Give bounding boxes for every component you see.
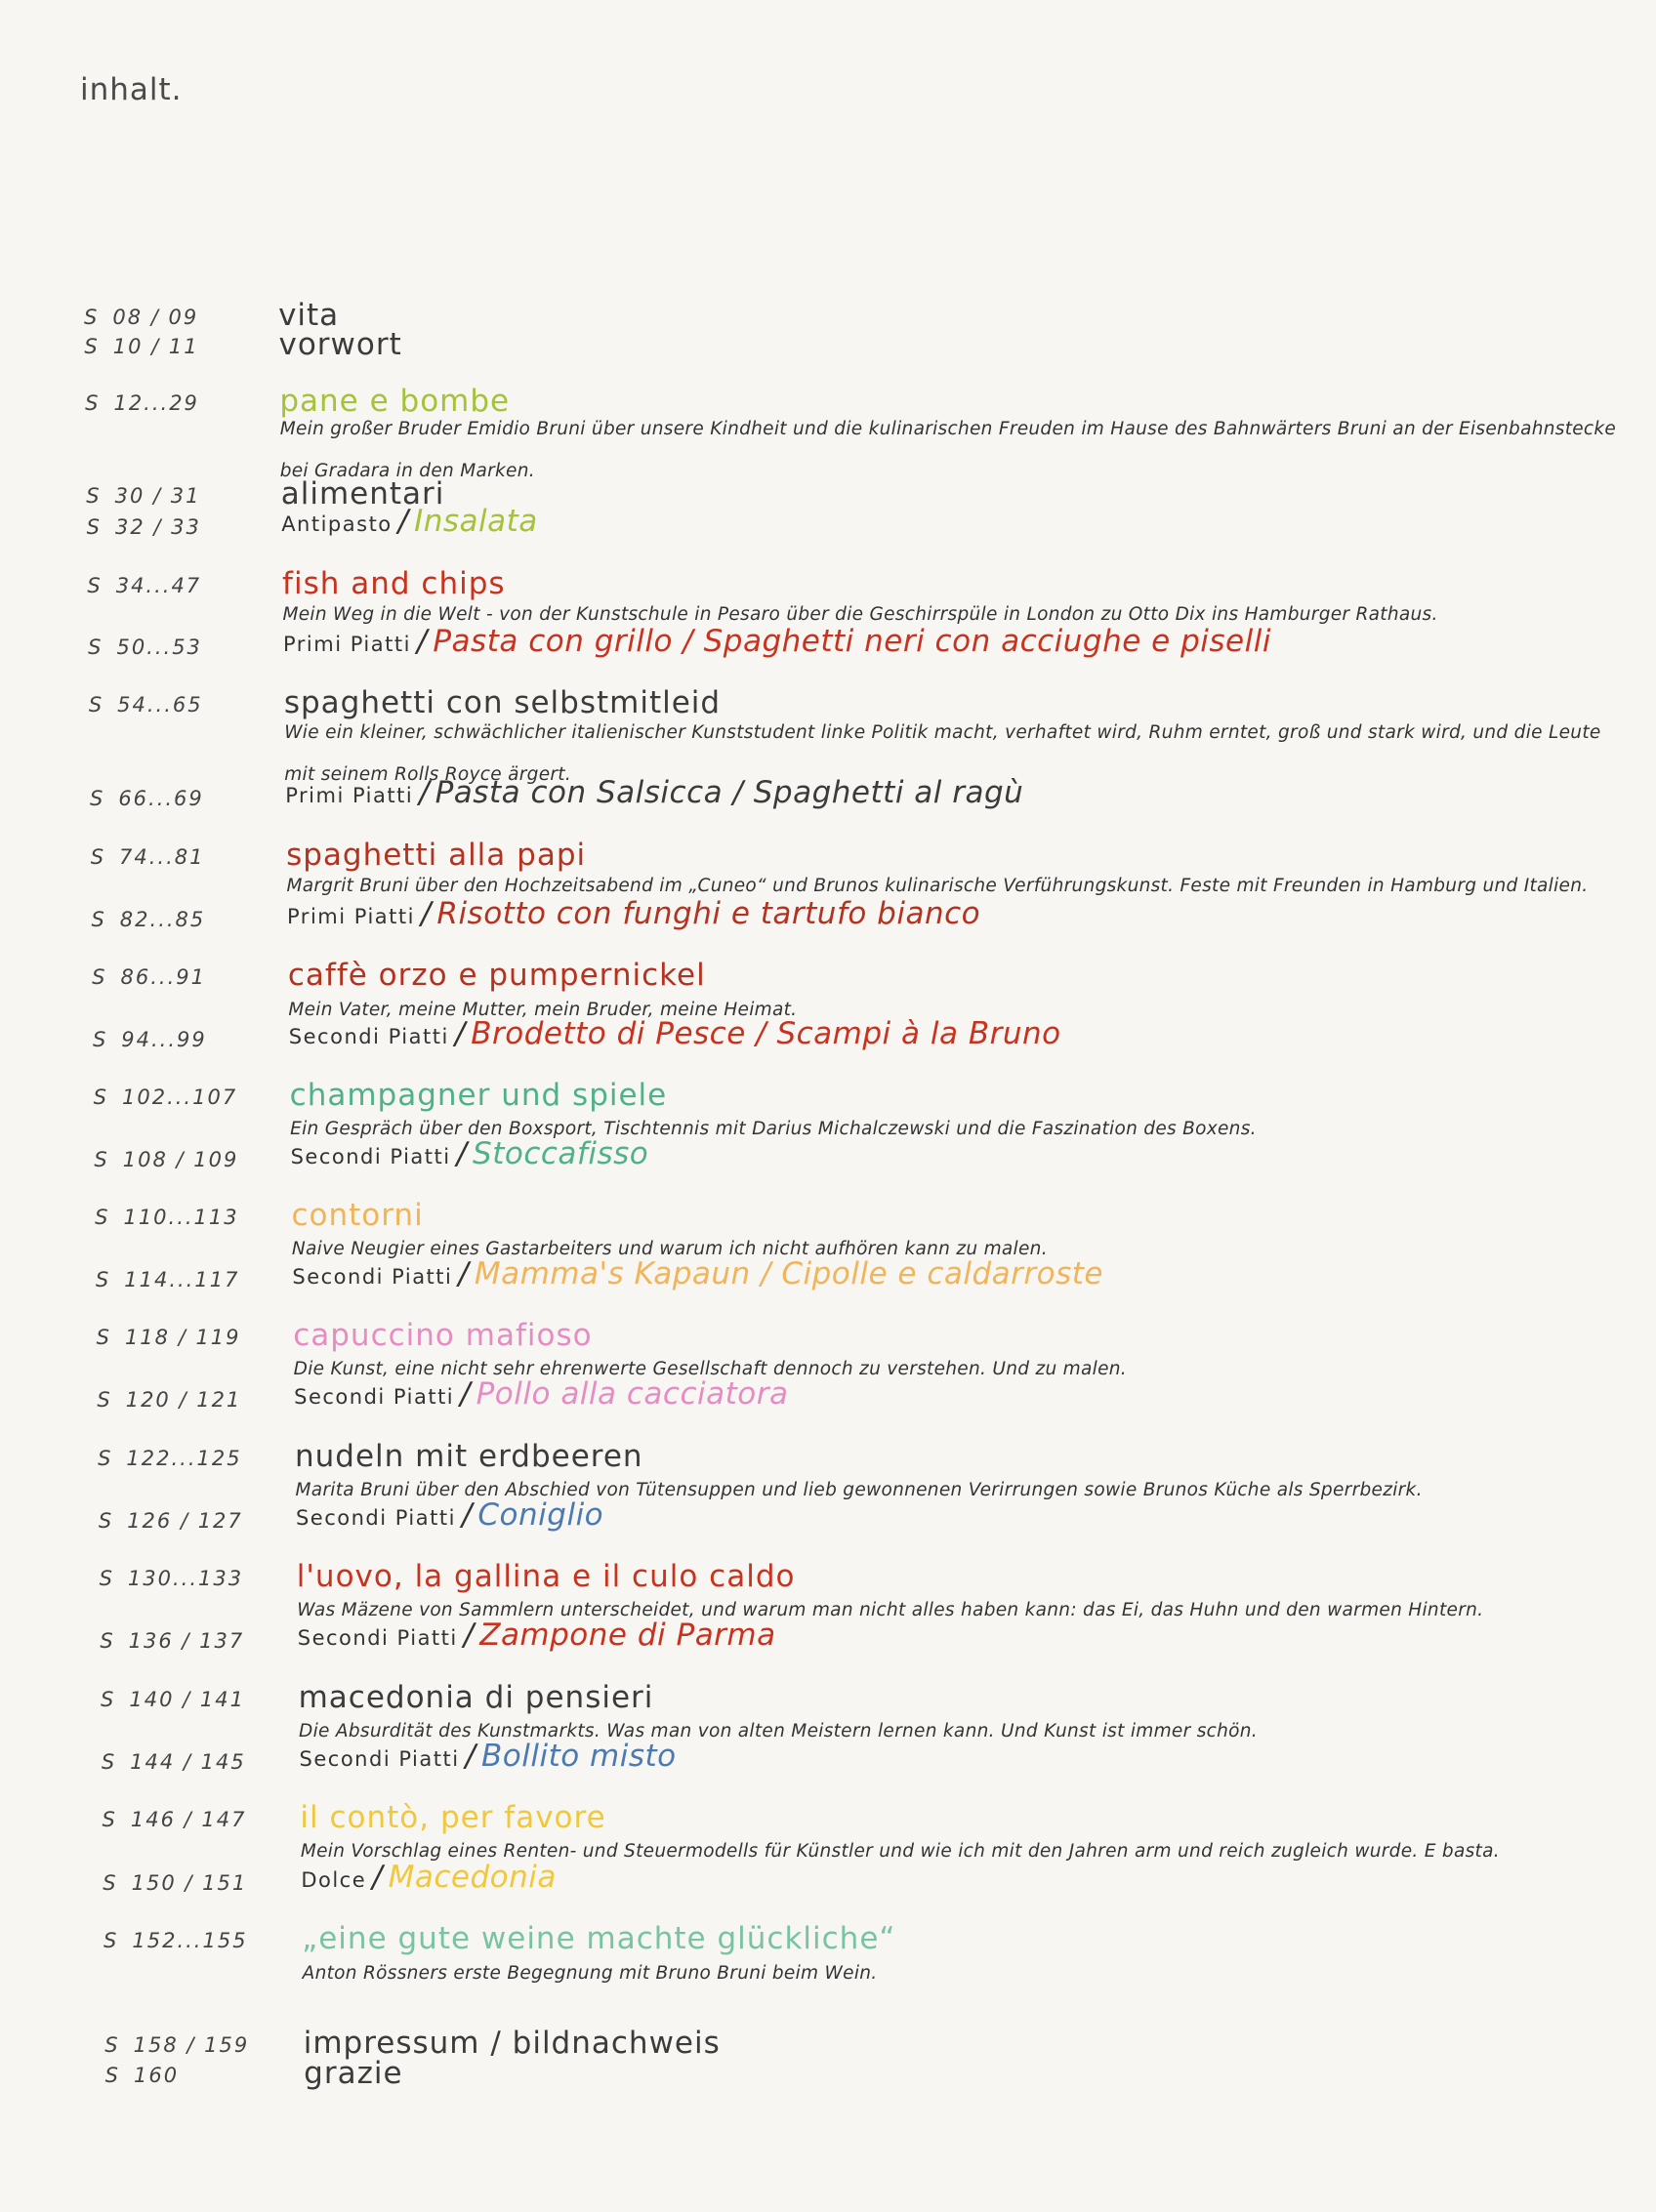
chapter-description: Ein Gespräch über den Boxsport, Tischtennis mit Darius Michalczewski und die Faszination des Boxens. [290,1119,1257,1139]
recipe-line [298,1618,776,1653]
dish-name: Bollito misto [481,1739,677,1774]
page-title: inhalt. [80,72,183,107]
recipe-line [296,1497,603,1533]
recipe-line [300,1739,677,1774]
page-number: 150 / 151 [131,1871,248,1895]
recipe-line [287,896,980,931]
separator: / [397,504,409,539]
page-reference [95,1206,239,1229]
dish-name: Brodetto di Pesce / Scampi à la Bruno [471,1016,1061,1051]
dish-name: Insalata [414,504,538,539]
recipe-line [289,1016,1061,1051]
recipe-line [283,624,1271,659]
page-reference [103,1808,247,1831]
course-category: Secondi Piatti [299,1747,460,1771]
page-prefix: S [87,574,103,597]
dish-name: Macedonia [388,1860,557,1895]
page-number: 30 / 31 [114,484,201,508]
page-prefix: S [95,1206,110,1229]
chapter-description: Was Mäzene von Sammlern unterscheidet, und warum man nicht alles haben kann: das Ei, das Huhn und den warmen Hintern. [297,1600,1484,1620]
separator: / [456,1136,468,1171]
chapter-description: Naive Neugier eines Gastarbeiters und warum ich nicht aufhören kann zu malen. [291,1239,1048,1259]
page-reference [91,908,205,931]
page-number: 120 / 121 [125,1388,242,1412]
page-prefix: S [86,484,102,508]
page-reference [91,845,205,869]
page-prefix: S [101,1750,117,1774]
chapter-description: Mein Vorschlag eines Renten- und Steuermodells für Künstler und wie ich mit den Jahren arm und reich zugleich wurde. E basta. [300,1841,1500,1862]
page-prefix: S [97,1388,112,1412]
page-prefix: S [88,635,104,659]
page-prefix: S [93,1086,108,1109]
chapter-title: pane e bombe [279,384,511,419]
page-reference [84,306,198,329]
page-prefix: S [103,1871,118,1895]
page-number: 08 / 09 [112,306,199,329]
course-category: Secondi Piatti [295,1506,456,1530]
chapter-title: „eine gute weine machte glückliche“ [302,1921,896,1956]
recipe-line [294,1376,788,1412]
page-number: 140 / 141 [129,1688,245,1711]
chapter-title: macedonia di pensieri [298,1680,654,1715]
separator: / [416,624,428,659]
chapter-title: grazie [304,2056,403,2091]
page-prefix: S [101,1688,116,1711]
page-reference [97,1326,241,1349]
page-number: 126 / 127 [127,1509,243,1533]
page-reference [87,515,201,539]
course-category: Antipasto [281,512,393,536]
page-number: 122...125 [126,1447,242,1470]
page-reference [94,1148,238,1171]
page-number: 108 / 109 [122,1148,239,1171]
chapter-description: Mein großer Bruder Emidio Bruni über unsere Kindheit und die kulinarischen Freuden im Hause des Bahnwärters Bruni an der Eisenbahnstecke bei Gradara in den Marken. [279,419,1617,481]
page-prefix: S [96,1326,111,1349]
dish-name: Pasta con Salsicca / Spaghetti al ragù [435,775,1024,810]
chapter-description: Wie ein kleiner, schwächlicher italienischer Kunststudent linke Politik macht, verhaftet wird, Ruhm erntet, groß und stark wird, und die Leute mit seinem Rolls Royce ärgert. [284,722,1601,785]
separator: / [465,1739,476,1774]
page-number: 94...99 [121,1028,207,1051]
page-number: 54...65 [117,693,203,717]
page-number: 34...47 [115,574,202,597]
chapter-title: il contò, per favore [300,1800,606,1835]
page-number: 12...29 [113,391,199,415]
chapter-title: spaghetti con selbstmitleid [283,685,722,720]
page-prefix: S [98,1447,113,1470]
page-number: 110...113 [123,1206,239,1229]
recipe-line [292,1256,1103,1291]
page-number: 158 / 159 [133,2033,250,2057]
chapter-title: vita [278,298,340,333]
course-category: Secondi Piatti [288,1025,449,1048]
page-number: 66...69 [118,787,204,810]
chapter-description: Mein Vater, meine Mutter, mein Bruder, meine Heimat. [288,1000,798,1020]
chapter-title: vorwort [278,327,402,362]
separator: / [458,1256,469,1291]
page-prefix: S [91,908,106,931]
page-prefix: S [100,1629,115,1653]
page-reference [100,1629,244,1653]
page-prefix: S [86,515,102,539]
page-reference [90,787,204,810]
page-number: 32 / 33 [114,515,201,539]
chapter-title: caffè orzo e pumpernickel [287,958,706,993]
course-category: Dolce [301,1868,367,1892]
page-reference [96,1268,240,1291]
chapter-description: Die Absurdität des Kunstmarkts. Was man von alten Meistern lernen kann. Und Kunst ist immer schön. [299,1721,1258,1741]
chapter-description: Mein Weg in die Welt - von der Kunstschule in Pesaro über die Geschirrspüle in London zu Otto Dix ins Hamburger Rathaus. [282,604,1438,625]
chapter-title: contorni [291,1198,424,1233]
separator: / [420,896,432,931]
page-prefix: S [102,1808,117,1831]
page-reference [94,1086,238,1109]
page-reference [99,1509,243,1533]
chapter-title: nudeln mit erdbeeren [295,1439,643,1474]
course-category: Primi Piatti [282,633,411,656]
chapter-description: Marita Bruni über den Abschied von Tütensuppen und lieb gewonnenen Verirrungen sowie Brunos Küche als Sperrbezirk. [295,1480,1423,1500]
page-number: 160 [134,2064,180,2087]
chapter-title: capuccino mafioso [293,1318,593,1353]
page-reference [104,2033,249,2057]
chapter-title: champagner und spiele [289,1078,668,1113]
separator: / [372,1860,383,1895]
page-number: 74...81 [119,845,205,869]
separator: / [454,1016,466,1051]
page-reference [105,2064,179,2087]
page-prefix: S [94,1148,109,1171]
page-prefix: S [84,306,100,329]
dish-name: Pasta con grillo / Spaghetti neri con acciughe e piselli [433,624,1271,659]
page-number: 144 / 145 [130,1750,246,1774]
page-reference [93,1028,207,1051]
chapter-title: fish and chips [282,566,506,601]
page-reference [104,1929,248,1952]
dish-name: Risotto con funghi e tartufo bianco [436,896,981,931]
page-reference [92,965,206,989]
chapter-title: impressum / bildnachweis [303,2026,721,2061]
page-reference [97,1388,241,1412]
separator: / [460,1376,471,1412]
page-prefix: S [98,1509,114,1533]
dish-name: Mamma's Kapaun / Cipolle e caldarroste [474,1256,1103,1291]
course-category: Secondi Piatti [297,1626,458,1650]
chapter-title: l'uovo, la gallina e il culo caldo [296,1559,796,1594]
separator: / [463,1618,475,1653]
page-prefix: S [104,1929,119,1952]
page-prefix: S [88,693,104,717]
page-reference [100,1567,244,1590]
dish-name: Stoccafisso [473,1136,649,1171]
chapter-description: Margrit Bruni über den Hochzeitsabend im „Cuneo“ und Brunos kulinarische Verführungskunst. Feste mit Freunden in Hamburg und Italien. [286,876,1589,896]
page-number: 130...133 [127,1567,244,1590]
page-number: 136 / 137 [128,1629,245,1653]
page-reference [102,1750,246,1774]
page-reference [85,391,199,415]
chapter-description: Anton Rössners erste Begegnung mit Bruno Bruni beim Wein. [302,1963,878,1984]
page-number: 118 / 119 [124,1326,241,1349]
page-prefix: S [104,2064,121,2087]
separator: / [461,1497,473,1533]
recipe-line [301,1860,557,1895]
page-prefix: S [104,2033,120,2057]
course-category: Primi Piatti [285,784,414,807]
page-number: 152...155 [132,1929,248,1952]
chapter-title: spaghetti alla papi [286,838,587,873]
recipe-line [285,775,1023,810]
page-reference [86,484,200,508]
page-prefix: S [84,335,100,358]
dish-name: Zampone di Parma [479,1618,776,1653]
chapter-title: alimentari [280,476,445,512]
page-prefix: S [92,1028,108,1051]
course-category: Primi Piatti [287,905,415,928]
page-reference [88,635,202,659]
dish-name: Coniglio [477,1497,604,1533]
page-number: 50...53 [116,635,202,659]
page-number: 114...117 [124,1268,240,1291]
page-prefix: S [92,965,107,989]
page-prefix: S [95,1268,111,1291]
page-reference [98,1447,242,1470]
course-category: Secondi Piatti [290,1145,451,1168]
page-number: 86...91 [120,965,206,989]
page-number: 10 / 11 [112,335,199,358]
course-category: Secondi Piatti [292,1265,453,1289]
page-number: 146 / 147 [130,1808,247,1831]
page-reference [84,335,198,358]
page-prefix: S [89,787,105,810]
page-prefix: S [85,391,101,415]
page-number: 82...85 [119,908,206,931]
course-category: Secondi Piatti [294,1385,455,1409]
separator: / [419,775,430,810]
page-reference [103,1871,247,1895]
recipe-line [281,504,538,539]
dish-name: Pollo alla cacciatora [476,1376,789,1412]
page-reference [89,693,203,717]
recipe-line [291,1136,649,1171]
page-reference [87,574,201,597]
page-number: 102...107 [121,1086,238,1109]
page-reference [101,1688,245,1711]
page-prefix: S [90,845,106,869]
chapter-description: Die Kunst, eine nicht sehr ehrenwerte Gesellschaft dennoch zu verstehen. Und zu malen. [293,1359,1127,1379]
page-prefix: S [99,1567,114,1590]
